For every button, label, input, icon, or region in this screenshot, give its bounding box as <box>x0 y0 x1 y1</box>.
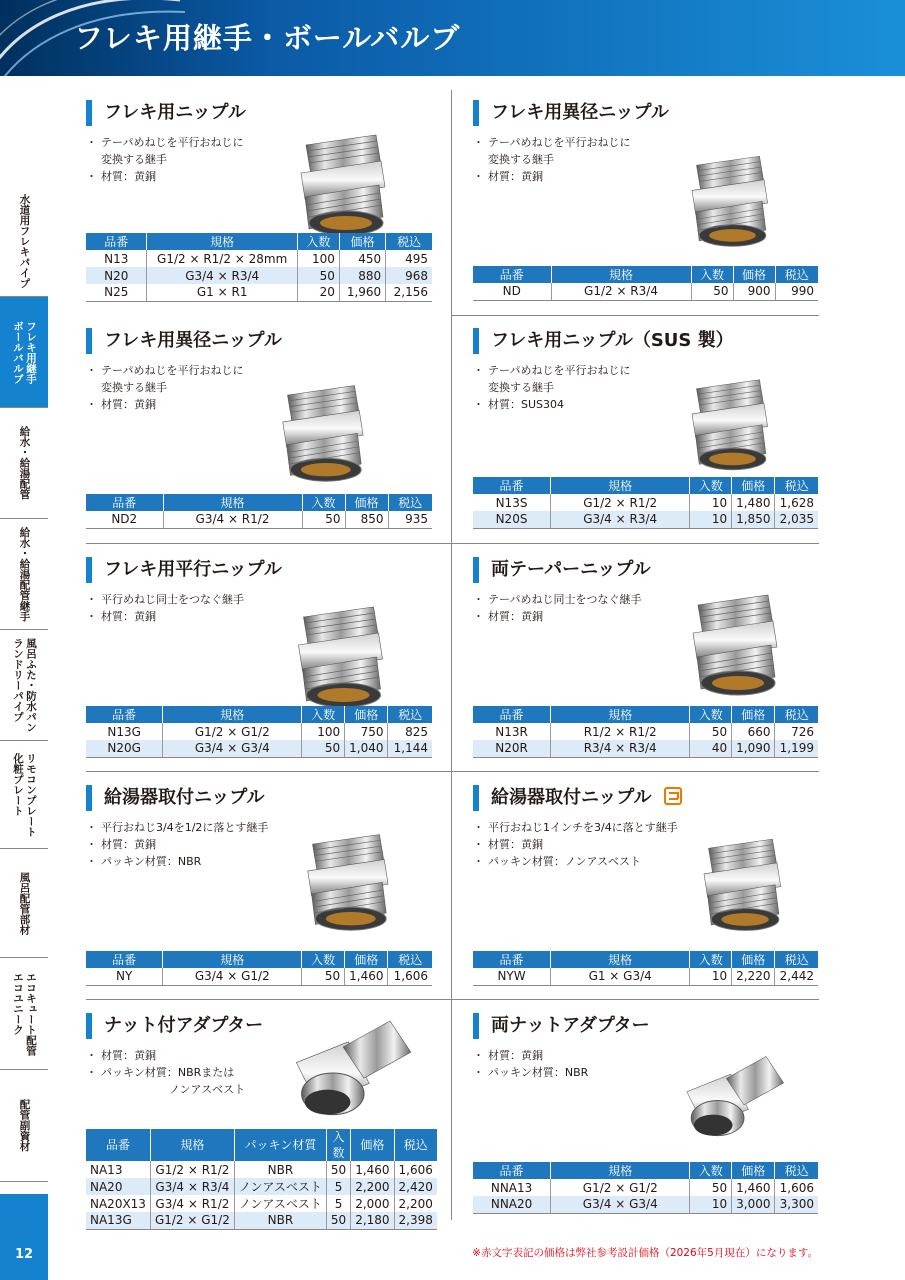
col-code: 品番 <box>473 706 551 723</box>
cell-tax: 2,200 <box>394 1195 437 1212</box>
cell-spec: G3/4 × G1/2 <box>163 968 302 985</box>
cell-qty: 50 <box>326 1212 350 1229</box>
cell-tax: 968 <box>386 267 432 284</box>
page-number: 12 <box>14 1247 34 1262</box>
table-row <box>473 283 818 300</box>
feature-item: ・ テーパめねじを平行おねじに <box>476 134 630 151</box>
nut-adapter-photo-icon <box>286 1018 416 1128</box>
col-tax: 税込 <box>775 951 818 968</box>
feature-item: ・ 平行おねじ3/4を1/2に落とす継手 <box>89 819 268 836</box>
col-qty: 入数 <box>326 1129 350 1161</box>
cell-price: 450 <box>339 250 385 267</box>
feature-item: ・ テーパめねじを平行おねじに <box>89 362 243 379</box>
sidebar-tab-bath-cover[interactable] <box>0 630 48 741</box>
table-row <box>86 1178 437 1195</box>
sidebar-spacer <box>0 76 48 186</box>
feature-item: ・ 材質：黄銅 <box>476 1047 588 1064</box>
cell-price: 2,000 <box>351 1195 394 1212</box>
feature-list <box>89 134 243 185</box>
table-row <box>86 267 432 284</box>
cell-spec: G1 × R1 <box>147 284 297 301</box>
feature-list <box>89 1047 245 1098</box>
reducing-nipple-photo-icon <box>271 376 371 486</box>
col-code: 品番 <box>473 951 551 968</box>
cell-packing: ノンアスベスト <box>234 1178 326 1195</box>
feature-list <box>476 1047 588 1081</box>
cell-price: 1,460 <box>345 968 388 985</box>
nipple-photo-icon <box>291 125 391 240</box>
sidebar-tab-label: 風呂ふた・防水パン ランドリーパイプ <box>12 637 37 733</box>
product-section <box>473 557 823 767</box>
cell-spec: G1/2 × R1/2 <box>551 494 690 511</box>
cell-tax: 825 <box>388 723 432 740</box>
cell-qty: 10 <box>690 1196 732 1213</box>
col-qty: 入数 <box>302 494 345 511</box>
col-code: 品番 <box>473 477 551 494</box>
spec-table <box>473 1162 818 1214</box>
feature-list <box>89 591 244 625</box>
cell-qty: 50 <box>302 740 345 757</box>
sidebar-tab-label: 水道用フレキパイプ <box>18 193 31 289</box>
col-tax: 税込 <box>388 494 432 511</box>
cell-spec: G1/2 × G1/2 <box>163 723 302 740</box>
col-price: 価格 <box>351 1129 394 1161</box>
column-divider <box>451 90 452 1220</box>
cell-code: NNA13 <box>490 1180 533 1195</box>
eco-mark-icon <box>664 787 682 805</box>
cell-tax: 1,199 <box>775 740 818 757</box>
col-spec: 規格 <box>150 1129 234 1161</box>
product-section <box>86 328 446 538</box>
cell-tax: 2,035 <box>775 511 818 528</box>
col-spec: 規格 <box>551 1162 690 1179</box>
cell-spec: G3/4 × R3/4 <box>150 1178 234 1195</box>
table-row <box>86 250 432 267</box>
product-section <box>473 100 823 310</box>
heater-nipple-photo-icon <box>296 825 396 935</box>
feature-item: ・ 平行めねじ同士をつなぐ継手 <box>89 591 244 608</box>
sidebar-tab-label: フレキ用継手 ボールバルブ <box>12 320 37 384</box>
table-row <box>86 1161 437 1178</box>
feature-item: 変換する継手 <box>101 381 167 394</box>
cell-price: 1,960 <box>339 284 385 301</box>
col-tax: 税込 <box>775 477 818 494</box>
sidebar <box>0 76 48 1280</box>
sidebar-tab-remote-plate[interactable] <box>0 741 48 849</box>
feature-item: 変換する継手 <box>488 153 554 166</box>
col-tax: 税込 <box>388 706 432 723</box>
table-row <box>86 1212 437 1229</box>
row-divider <box>86 543 819 544</box>
cell-spec: G3/4 × G3/4 <box>551 1196 690 1213</box>
cell-price: 2,220 <box>732 968 775 985</box>
feature-item: ・ 材質：黄銅 <box>89 396 243 413</box>
cell-qty: 10 <box>690 511 732 528</box>
cell-tax: 1,628 <box>775 494 818 511</box>
cell-spec: G1/2 × R3/4 <box>551 283 691 300</box>
col-spec: 規格 <box>163 494 302 511</box>
feature-item: ・ テーパめねじを平行おねじに <box>476 362 630 379</box>
cell-tax: 2,442 <box>775 968 818 985</box>
col-tax: 税込 <box>394 1129 437 1161</box>
col-qty: 入数 <box>302 706 345 723</box>
cell-code: N20R <box>473 740 551 757</box>
table-row <box>473 1196 818 1213</box>
product-section <box>473 328 823 538</box>
cell-tax: 726 <box>775 723 818 740</box>
spec-table <box>473 706 818 758</box>
cell-spec: G1/2 × G1/2 <box>150 1212 234 1229</box>
cell-tax: 1,606 <box>388 968 432 985</box>
cell-price: 1,460 <box>732 1179 775 1196</box>
cell-qty: 50 <box>690 1179 732 1196</box>
col-tax: 税込 <box>775 706 818 723</box>
row-divider <box>86 999 819 1000</box>
cell-spec: G3/4 × R3/4 <box>551 511 690 528</box>
section-title: ナット付アダプター <box>86 1013 263 1039</box>
feature-item: ・ 材質：黄銅 <box>89 836 268 853</box>
product-section <box>86 557 446 767</box>
cell-code: N20S <box>473 511 551 528</box>
feature-list <box>476 362 630 413</box>
col-qty: 入数 <box>690 477 732 494</box>
parallel-nipple-photo-icon <box>286 597 391 712</box>
cell-price: 850 <box>345 511 388 528</box>
double-nut-adapter-photo-icon <box>678 1048 788 1153</box>
spec-table <box>473 477 818 529</box>
col-code: 品番 <box>86 1129 150 1161</box>
feature-list <box>476 819 678 870</box>
col-code: 品番 <box>473 1162 551 1179</box>
cell-tax: 2,156 <box>386 284 432 301</box>
col-code: 品番 <box>473 266 551 283</box>
reducing-nipple-photo-icon <box>683 144 773 254</box>
cell-qty: 50 <box>297 267 339 284</box>
cell-code: NNA20 <box>473 1196 551 1213</box>
col-tax: 税込 <box>388 951 432 968</box>
col-price: 価格 <box>732 706 775 723</box>
spec-table <box>86 233 432 302</box>
sidebar-tab-bath-piping[interactable] <box>0 849 48 958</box>
cell-qty: 50 <box>326 1161 350 1178</box>
col-price: 価格 <box>732 1162 775 1179</box>
section-title-text: 給湯器取付ニップル <box>491 787 652 808</box>
taper-nipple-photo-icon <box>683 585 783 700</box>
cell-price: 3,000 <box>732 1196 775 1213</box>
cell-qty: 40 <box>690 740 732 757</box>
price-footnote: ※赤文字表記の価格は弊社参考設計価格（2026年5月現在）になります。 <box>472 1247 818 1259</box>
cell-tax: 1,606 <box>775 1179 818 1196</box>
section-title: 給湯器取付ニップル <box>86 785 265 811</box>
feature-item: ・ 材質：黄銅 <box>89 1047 245 1064</box>
sidebar-tab-label: エコキュート配管 エコユニーク <box>12 971 37 1056</box>
cell-qty: 5 <box>326 1195 350 1212</box>
sidebar-tab-accessories[interactable] <box>0 1070 48 1182</box>
section-title: フレキ用ニップル <box>86 100 246 126</box>
row-divider <box>86 771 819 772</box>
sidebar-tab-label: 風呂配管部材 <box>18 871 31 935</box>
section-title: フレキ用平行ニップル <box>86 557 282 583</box>
cell-price: 660 <box>732 723 775 740</box>
table-row <box>86 284 432 301</box>
spec-table <box>86 951 432 986</box>
cell-tax: 990 <box>775 283 818 300</box>
table-row <box>86 511 432 528</box>
cell-spec: G3/4 × R1/2 <box>163 511 302 528</box>
feature-item: ・ パッキン材質：NBR <box>89 853 268 870</box>
sidebar-tab-label: 給水・給湯配管継手 <box>18 526 31 622</box>
cell-code: N13S <box>495 495 528 510</box>
col-price: 価格 <box>732 951 775 968</box>
table-row <box>86 740 432 757</box>
cell-spec: G3/4 × R1/2 <box>150 1195 234 1212</box>
cell-spec: G1/2 × G1/2 <box>551 1179 690 1196</box>
cell-code: N25 <box>86 284 147 301</box>
col-price: 価格 <box>339 233 385 250</box>
cell-qty: 5 <box>326 1178 350 1195</box>
col-code: 品番 <box>86 233 147 250</box>
col-tax: 税込 <box>775 1162 818 1179</box>
cell-code: N20 <box>86 267 147 284</box>
feature-item: ・ テーパめねじを平行おねじに <box>89 134 243 151</box>
cell-qty: 10 <box>690 494 732 511</box>
cell-qty: 10 <box>690 968 732 985</box>
col-price: 価格 <box>345 951 388 968</box>
col-spec: 規格 <box>551 477 690 494</box>
col-spec: 規格 <box>551 951 690 968</box>
feature-item: ・ 材質：黄銅 <box>89 168 243 185</box>
feature-item: ・ テーパめねじ同士をつなぐ継手 <box>476 591 641 608</box>
feature-list <box>476 591 641 625</box>
cell-price: 1,850 <box>732 511 775 528</box>
table-row <box>473 723 818 740</box>
col-price: 価格 <box>345 706 388 723</box>
cell-tax: 3,300 <box>775 1196 818 1213</box>
table-row <box>86 968 432 985</box>
table-row <box>473 494 818 511</box>
cell-qty: 100 <box>302 723 345 740</box>
cell-spec: G3/4 × R3/4 <box>147 267 297 284</box>
feature-item: ・ 平行おねじ1インチを3/4に落とす継手 <box>476 819 678 836</box>
sidebar-tab-fittings-valves[interactable] <box>0 297 48 408</box>
col-tax: 税込 <box>775 266 818 283</box>
col-qty: 入数 <box>690 706 732 723</box>
section-title: フレキ用異径ニップル <box>473 100 669 126</box>
cell-code: NYW <box>473 968 551 985</box>
feature-list <box>89 362 243 413</box>
cell-code: N13G <box>107 724 141 739</box>
cell-price: 1,460 <box>351 1161 394 1178</box>
feature-list <box>476 134 630 185</box>
cell-packing: ノンアスベスト <box>234 1195 326 1212</box>
col-code: 品番 <box>86 951 163 968</box>
cell-qty: 50 <box>691 283 733 300</box>
sidebar-tab-flexible-pipe[interactable] <box>0 186 48 297</box>
section-title: 両ナットアダプター <box>473 1013 650 1039</box>
row-divider <box>451 315 819 316</box>
col-packing: パッキン材質 <box>234 1129 326 1161</box>
cell-code: NA20X13 <box>90 1196 146 1211</box>
table-row <box>86 723 432 740</box>
cell-code: ND2 <box>86 511 163 528</box>
sidebar-tab-label: 給水・給湯配管 <box>18 426 31 500</box>
col-spec: 規格 <box>551 266 691 283</box>
sidebar-tab-water-piping[interactable] <box>0 408 48 519</box>
feature-list <box>89 819 268 870</box>
cell-tax: 935 <box>388 511 432 528</box>
feature-item: ・ 材質：黄銅 <box>89 608 244 625</box>
page-title: フレキ用継手・ボールバルブ <box>74 21 461 55</box>
sus-nipple-photo-icon <box>683 370 773 475</box>
spec-table <box>86 494 432 529</box>
cell-price: 1,480 <box>732 494 775 511</box>
sidebar-tab-water-fittings[interactable] <box>0 519 48 630</box>
col-code: 品番 <box>86 706 163 723</box>
cell-qty: 50 <box>690 723 732 740</box>
cell-tax: 2,420 <box>394 1178 437 1195</box>
cell-spec: G1/2 × R1/2 × 28mm <box>147 250 297 267</box>
cell-qty: 100 <box>297 250 339 267</box>
section-title <box>473 785 682 811</box>
table-row <box>86 1195 437 1212</box>
col-price: 価格 <box>732 477 775 494</box>
table-row <box>473 511 818 528</box>
feature-item: ・ 材質：黄銅 <box>476 168 630 185</box>
feature-item: 変換する継手 <box>488 381 554 394</box>
cell-price: 900 <box>733 283 775 300</box>
cell-qty: 50 <box>302 968 345 985</box>
spec-table <box>473 266 818 301</box>
feature-item: ・ 材質：黄銅 <box>476 836 678 853</box>
sidebar-tab-label: リモコンプレート 化粧プレート <box>12 752 37 837</box>
heater-nipple-1inch-photo-icon <box>693 830 788 935</box>
cell-packing: NBR <box>234 1212 326 1229</box>
cell-code: ND <box>473 283 551 300</box>
cell-code: N20G <box>86 740 163 757</box>
cell-price: 1,040 <box>345 740 388 757</box>
feature-item: ノンアスベスト <box>169 1083 246 1096</box>
col-price: 価格 <box>345 494 388 511</box>
cell-code: N13 <box>104 251 129 266</box>
cell-price: 2,200 <box>351 1178 394 1195</box>
cell-spec: G1/2 × R1/2 <box>150 1161 234 1178</box>
col-qty: 入数 <box>690 1162 732 1179</box>
feature-item: ・ パッキン材質：ノンアスベスト <box>476 853 678 870</box>
col-qty: 入数 <box>690 951 732 968</box>
sidebar-tab-ecocute[interactable] <box>0 958 48 1070</box>
cell-price: 750 <box>345 723 388 740</box>
cell-code: NY <box>86 968 163 985</box>
cell-price: 1,090 <box>732 740 775 757</box>
col-price: 価格 <box>733 266 775 283</box>
cell-tax: 1,144 <box>388 740 432 757</box>
col-qty: 入数 <box>297 233 339 250</box>
col-spec: 規格 <box>147 233 297 250</box>
col-spec: 規格 <box>163 951 302 968</box>
cell-code: NA13 <box>90 1162 123 1177</box>
sidebar-tab-label: 配管副資材 <box>18 1099 31 1152</box>
cell-packing: NBR <box>234 1161 326 1178</box>
cell-price: 880 <box>339 267 385 284</box>
section-title: 両テーパーニップル <box>473 557 651 583</box>
cell-spec: R1/2 × R1/2 <box>551 723 690 740</box>
feature-item: 変換する継手 <box>101 153 167 166</box>
table-row <box>473 740 818 757</box>
cell-tax: 495 <box>386 250 432 267</box>
product-section <box>473 1013 823 1223</box>
product-section <box>86 100 446 310</box>
cell-spec: R3/4 × R3/4 <box>551 740 690 757</box>
cell-tax: 1,606 <box>394 1161 437 1178</box>
col-code: 品番 <box>86 494 163 511</box>
table-row <box>473 1179 818 1196</box>
spec-table <box>473 951 818 986</box>
product-section <box>473 785 823 995</box>
feature-item: ・ 材質：SUS304 <box>476 396 630 413</box>
col-spec: 規格 <box>551 706 690 723</box>
page-number-box <box>0 1194 48 1280</box>
col-qty: 入数 <box>691 266 733 283</box>
cell-qty: 50 <box>302 511 345 528</box>
product-section <box>86 785 446 995</box>
table-row <box>473 968 818 985</box>
cell-tax: 2,398 <box>394 1212 437 1229</box>
section-title: フレキ用ニップル（SUS 製） <box>473 328 734 354</box>
feature-item: ・ 材質：黄銅 <box>476 608 641 625</box>
cell-code: NA20 <box>86 1178 150 1195</box>
product-section <box>86 1013 446 1228</box>
cell-code: N13R <box>495 724 528 739</box>
cell-spec: G3/4 × G3/4 <box>163 740 302 757</box>
page-header <box>0 0 905 76</box>
cell-qty: 20 <box>297 284 339 301</box>
section-title: フレキ用異径ニップル <box>86 328 282 354</box>
col-qty: 入数 <box>302 951 345 968</box>
feature-item: ・ パッキン材質：NBR <box>476 1064 588 1081</box>
feature-item: ・ パッキン材質：NBRまたは <box>89 1064 245 1081</box>
cell-spec: G1 × G3/4 <box>551 968 690 985</box>
cell-price: 2,180 <box>351 1212 394 1229</box>
spec-table <box>86 706 432 758</box>
col-spec: 規格 <box>163 706 302 723</box>
spec-table <box>86 1129 437 1230</box>
cell-code: NA13G <box>86 1212 150 1229</box>
col-tax: 税込 <box>386 233 432 250</box>
